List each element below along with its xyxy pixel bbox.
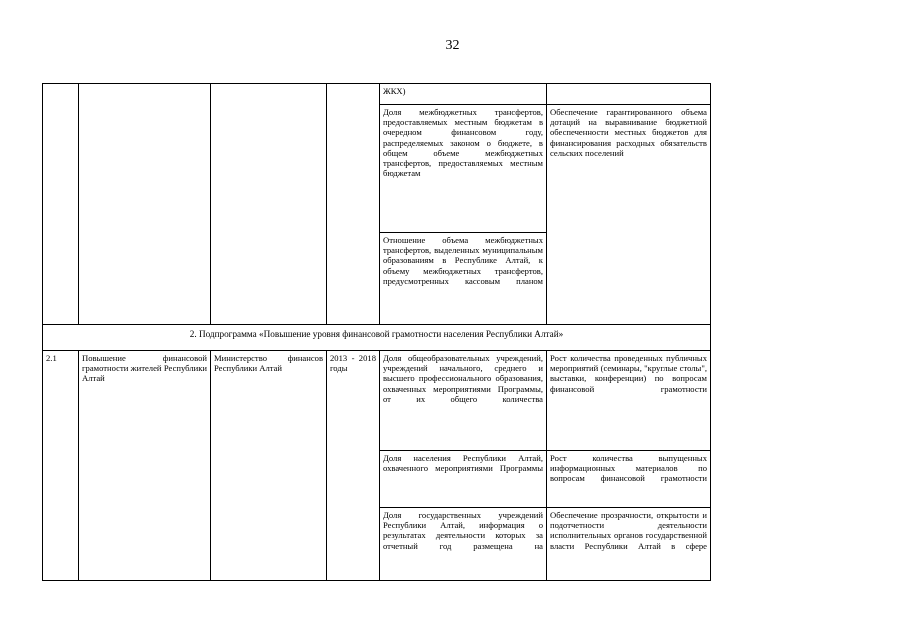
- result-cell: Обеспечение гарантированного объема дотаций на выравнивание бюджетной обеспеченности местных бюджетов для финансирования расходных обязательств сельских поселений: [547, 105, 711, 325]
- result-cell: Обеспечение прозрачности, открытости и подотчетности деятельности исполнительных органов государственной власти Республики Алтай в сфере: [547, 508, 711, 581]
- result-cell-empty: [547, 84, 711, 105]
- cell-executor-empty: [211, 84, 327, 325]
- section-title: 2. Подпрограмма «Повышение уровня финансовой грамотности населения Республики Алтай»: [43, 325, 711, 351]
- page-number: 32: [445, 38, 460, 53]
- cell-name-empty: [79, 84, 211, 325]
- indicator-cell: Отношение объема межбюджетных трансфертов, выделенных муниципальным образованиям в Республике Алтай, к объему межбюджетных трансфертов, предусмотренных кассовым планом: [380, 233, 547, 325]
- activity-name: Повышение финансовой грамотности жителей Республики Алтай: [79, 351, 211, 581]
- row-number: 2.1: [43, 351, 79, 581]
- period: 2013 - 2018 годы: [327, 351, 380, 581]
- result-cell: Рост количества проведенных публичных мероприятий (семинары, "круглые столы", выставки, конференции) по вопросам финансовой грамотности: [547, 351, 711, 451]
- table-row: [43, 325, 711, 351]
- indicator-cell: ЖКХ): [380, 84, 547, 105]
- cell-period-empty: [327, 84, 380, 325]
- indicator-cell: Доля населения Республики Алтай, охваченного мероприятиями Программы: [380, 451, 547, 508]
- table-row: [43, 84, 711, 105]
- program-table: [42, 83, 711, 581]
- indicator-cell: Доля межбюджетных трансфертов, предоставляемых местным бюджетам в очередном финансовом году, распределяемых законом о бюджете, в общем объеме межбюджетных трансфертов, предоставляемых местным бюджетам: [380, 105, 547, 233]
- indicator-cell: Доля общеобразовательных учреждений, учреждений начального, среднего и высшего профессионального образования, охваченных мероприятиями Программы, от их общего количества: [380, 351, 547, 451]
- executor: Министерство финансов Республики Алтай: [211, 351, 327, 581]
- indicator-cell: Доля государственных учреждений Республики Алтай, информация о результатах деятельности которых за отчетный год размещена на: [380, 508, 547, 581]
- cell-num-empty: [43, 84, 79, 325]
- table-row: [43, 351, 711, 451]
- result-cell: Рост количества выпущенных информационных материалов по вопросам финансовой грамотности: [547, 451, 711, 508]
